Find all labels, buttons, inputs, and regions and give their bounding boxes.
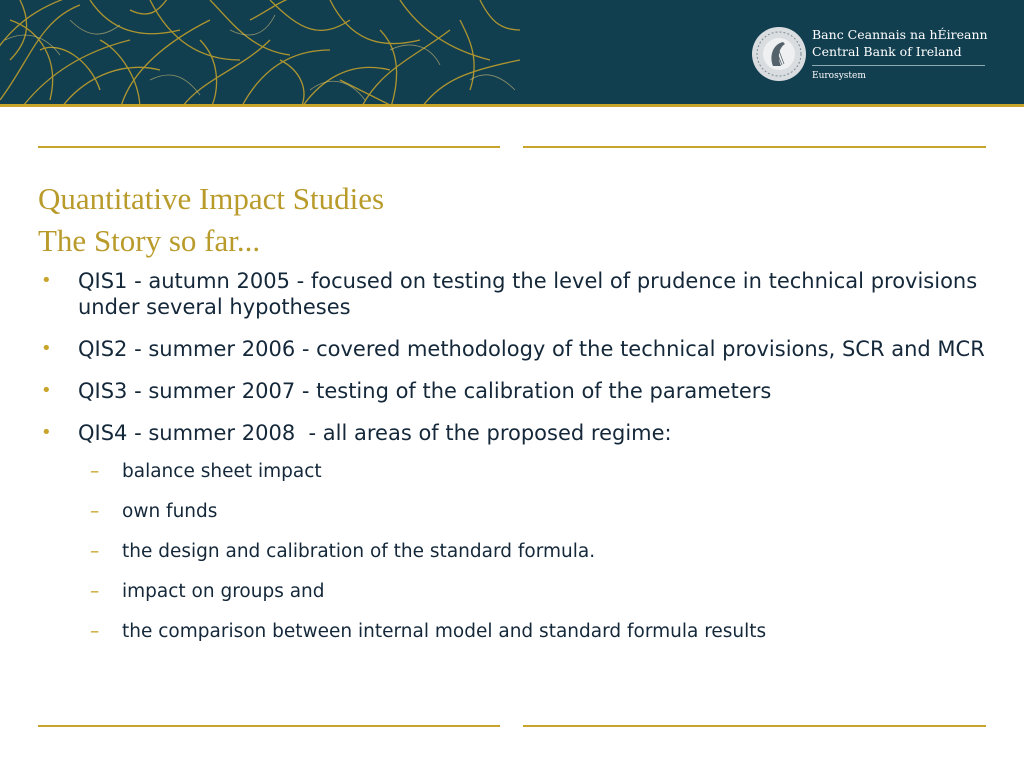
- bullet-item: [38, 420, 998, 446]
- sub-bullet-text: the comparison between internal model and standard formula results: [122, 621, 767, 642]
- bullet-marker: •: [41, 422, 52, 443]
- leaf-pattern-decoration: [0, 0, 520, 106]
- slide-title-line1: Quantitative Impact Studies: [38, 181, 385, 216]
- org-name-irish: Banc Ceannais na hÉireann: [812, 27, 988, 42]
- sub-bullet-text: own funds: [122, 501, 218, 522]
- sub-bullet-item: [38, 540, 998, 564]
- top-divider-left: [38, 146, 500, 148]
- sub-bullet-marker: –: [90, 541, 100, 562]
- sub-bullet-item: [38, 460, 998, 484]
- header-gold-strip: [0, 104, 1024, 107]
- slide-body: [38, 268, 998, 660]
- bullet-text: QIS4 - summer 2008 - all areas of the proposed regime:: [78, 421, 672, 445]
- sub-bullet-item: [38, 580, 998, 604]
- header-banner: [0, 0, 1024, 106]
- bullet-text: QIS1 - autumn 2005 - focused on testing the level of prudence in technical provisions under several hypotheses: [78, 269, 978, 319]
- sub-bullet-item: [38, 620, 998, 644]
- bullet-marker: •: [41, 270, 52, 291]
- sub-bullet-text: the design and calibration of the standard formula.: [122, 541, 596, 562]
- bullet-text: QIS3 - summer 2007 - testing of the calibration of the parameters: [78, 379, 772, 403]
- eurosystem-label: Eurosystem: [812, 71, 866, 81]
- sub-bullet-marker: –: [90, 581, 100, 602]
- bullet-item: [38, 268, 998, 320]
- org-name-english: Central Bank of Ireland: [812, 44, 962, 59]
- slide-title: [38, 178, 384, 262]
- slide-title-line2: The Story so far...: [38, 223, 261, 258]
- top-divider-right: [523, 146, 986, 148]
- sub-bullet-text: impact on groups and: [122, 581, 325, 602]
- bottom-divider-left: [38, 725, 500, 727]
- brand-divider: [812, 65, 985, 66]
- bullet-item: [38, 336, 998, 362]
- bullet-item: [38, 378, 998, 404]
- bullet-marker: •: [41, 338, 52, 359]
- sub-bullet-marker: –: [90, 501, 100, 522]
- sub-bullet-item: [38, 500, 998, 524]
- sub-bullet-marker: –: [90, 461, 100, 482]
- bullet-marker: •: [41, 380, 52, 401]
- sub-bullet-text: balance sheet impact: [122, 461, 322, 482]
- harp-seal-icon: [751, 26, 807, 82]
- sub-bullet-marker: –: [90, 621, 100, 642]
- brand-block: [812, 26, 988, 82]
- bullet-text: QIS2 - summer 2006 - covered methodology of the technical provisions, SCR and MCR: [78, 337, 985, 361]
- bottom-divider-right: [523, 725, 986, 727]
